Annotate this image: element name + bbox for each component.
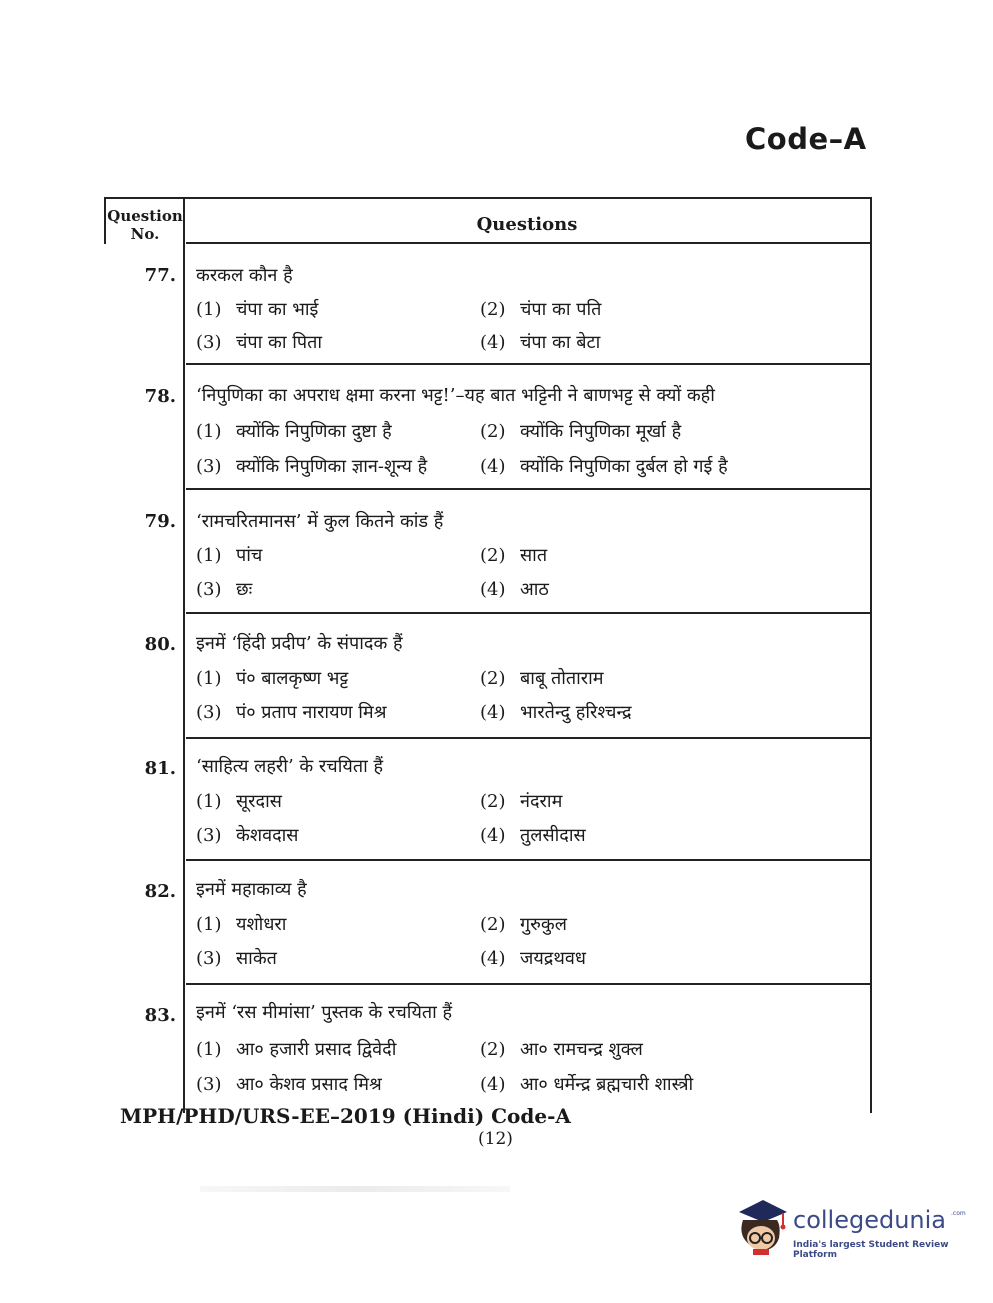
question-number: 78. (144, 386, 176, 407)
option-text: आ० हजारी प्रसाद द्विवेदी (236, 1039, 397, 1060)
option-number: (4) (480, 456, 506, 477)
question-text: ‘निपुणिका का अपराध क्षमा करना भट्ट!’–यह बात भट्टिनी ने बाणभट्ट से क्यों कही (196, 385, 715, 406)
option (480, 454, 728, 478)
option-number: (3) (196, 702, 222, 723)
option (196, 454, 427, 478)
header-questions: Questions (476, 214, 578, 235)
option-number: (1) (196, 1039, 222, 1060)
option-text: गुरुकुल (520, 914, 567, 935)
option-text: भारतेन्दु हरिश्चन्द्र (520, 702, 632, 723)
option-text: सूरदास (236, 791, 282, 812)
collegedunia-watermark (733, 1196, 966, 1262)
option-text: क्योंकि निपुणिका मूर्खा है (520, 421, 682, 442)
option-number: (4) (480, 579, 506, 600)
option-number: (2) (480, 791, 506, 812)
option (196, 823, 298, 847)
option (196, 1037, 396, 1061)
option-text: पं० प्रताप नारायण मिश्र (236, 702, 387, 723)
option-text: साकेत (236, 948, 277, 969)
scan-smudge (200, 1186, 510, 1192)
option-number: (1) (196, 791, 222, 812)
option (480, 419, 681, 443)
option (480, 666, 604, 690)
question-number: 82. (144, 881, 176, 902)
header-question-label: Question (107, 207, 183, 225)
option (480, 577, 549, 601)
page-number: (12) (478, 1129, 513, 1149)
option-text: आ० रामचन्द्र शुक्ल (520, 1039, 643, 1060)
option (480, 823, 586, 847)
question-number: 83. (144, 1005, 176, 1026)
mascot-icon (733, 1196, 789, 1258)
option (196, 419, 392, 443)
option-text: क्योंकि निपुणिका दुर्बल हो गई है (520, 456, 728, 477)
header-no-label: No. (130, 225, 160, 243)
option (196, 1072, 382, 1096)
option (196, 543, 262, 567)
option-text: आ० धर्मेन्द्र ब्रह्मचारी शास्त्री (520, 1074, 694, 1095)
option (480, 700, 632, 724)
option (196, 330, 322, 354)
option-number: (1) (196, 668, 222, 689)
option (480, 946, 586, 970)
option (196, 577, 252, 601)
question-table (104, 197, 872, 1113)
column-divider (183, 199, 185, 1113)
option-text: आठ (520, 579, 549, 600)
question-text: इनमें महाकाव्य है (196, 879, 307, 900)
option (480, 330, 600, 354)
option-number: (4) (480, 825, 506, 846)
brand-tld: .com (951, 1210, 966, 1217)
option-number: (2) (480, 1039, 506, 1060)
option-number: (1) (196, 914, 222, 935)
option (480, 1037, 643, 1061)
option-text: नंदराम (520, 791, 563, 812)
option-text: बाबू तोताराम (520, 668, 604, 689)
option-number: (3) (196, 948, 222, 969)
option (196, 700, 386, 724)
option-text: क्योंकि निपुणिका दुष्टा है (236, 421, 392, 442)
option (196, 297, 318, 321)
option-text: तुलसीदास (520, 825, 586, 846)
option (196, 946, 277, 970)
option-number: (4) (480, 702, 506, 723)
brand-name: collegedunia (793, 1206, 947, 1234)
row-separator (186, 363, 870, 365)
option-text: चंपा का पिता (236, 332, 323, 353)
code-label: Code–A (745, 122, 867, 156)
option-number: (1) (196, 545, 222, 566)
option-number: (2) (480, 545, 506, 566)
question-number: 80. (144, 634, 176, 655)
option (480, 543, 547, 567)
question-text: इनमें ‘हिंदी प्रदीप’ के संपादक हैं (196, 633, 403, 654)
row-separator (186, 737, 870, 739)
row-separator (186, 983, 870, 985)
option-text: छः (236, 579, 253, 600)
option-number: (4) (480, 948, 506, 969)
option-text: केशवदास (236, 825, 299, 846)
option (196, 912, 286, 936)
option-number: (3) (196, 332, 222, 353)
header-question-no (106, 207, 184, 243)
option-text: क्योंकि निपुणिका ज्ञान-शून्य है (236, 456, 428, 477)
option (196, 666, 348, 690)
option (196, 789, 282, 813)
option (480, 912, 567, 936)
option (480, 789, 562, 813)
option-number: (4) (480, 332, 506, 353)
option-text: जयद्रथवध (520, 948, 586, 969)
option-number: (2) (480, 421, 506, 442)
option (480, 297, 601, 321)
question-number: 79. (144, 511, 176, 532)
question-text: करकल कौन है (196, 265, 293, 286)
option-number: (3) (196, 579, 222, 600)
option-text: चंपा का भाई (236, 299, 319, 320)
paper-code-footer: MPH/PHD/URS-EE–2019 (Hindi) Code-A (120, 1104, 571, 1128)
option-number: (3) (196, 825, 222, 846)
option-text: आ० केशव प्रसाद मिश्र (236, 1074, 382, 1095)
option-text: चंपा का पति (520, 299, 602, 320)
option-text: पं० बालकृष्ण भट्ट (236, 668, 349, 689)
option (480, 1072, 693, 1096)
option-number: (2) (480, 668, 506, 689)
brand-tagline: India's largest Student Review Platform (793, 1240, 949, 1260)
option-number: (4) (480, 1074, 506, 1095)
row-separator (186, 242, 870, 244)
option-text: सात (520, 545, 548, 566)
option-text: चंपा का बेटा (520, 332, 601, 353)
option-number: (1) (196, 421, 222, 442)
option-number: (2) (480, 914, 506, 935)
question-text: इनमें ‘रस मीमांसा’ पुस्तक के रचयिता हैं (196, 1002, 453, 1023)
option-number: (2) (480, 299, 506, 320)
row-separator (186, 488, 870, 490)
option-number: (3) (196, 456, 222, 477)
option-number: (3) (196, 1074, 222, 1095)
question-text: ‘साहित्य लहरी’ के रचयिता हैं (196, 756, 384, 777)
row-separator (186, 612, 870, 614)
row-separator (186, 859, 870, 861)
option-number: (1) (196, 299, 222, 320)
question-text: ‘रामचरितमानस’ में कुल कितने कांड हैं (196, 511, 444, 532)
option-text: पांच (236, 545, 263, 566)
option-text: यशोधरा (236, 914, 287, 935)
question-number: 77. (144, 265, 176, 286)
question-number: 81. (144, 758, 176, 779)
